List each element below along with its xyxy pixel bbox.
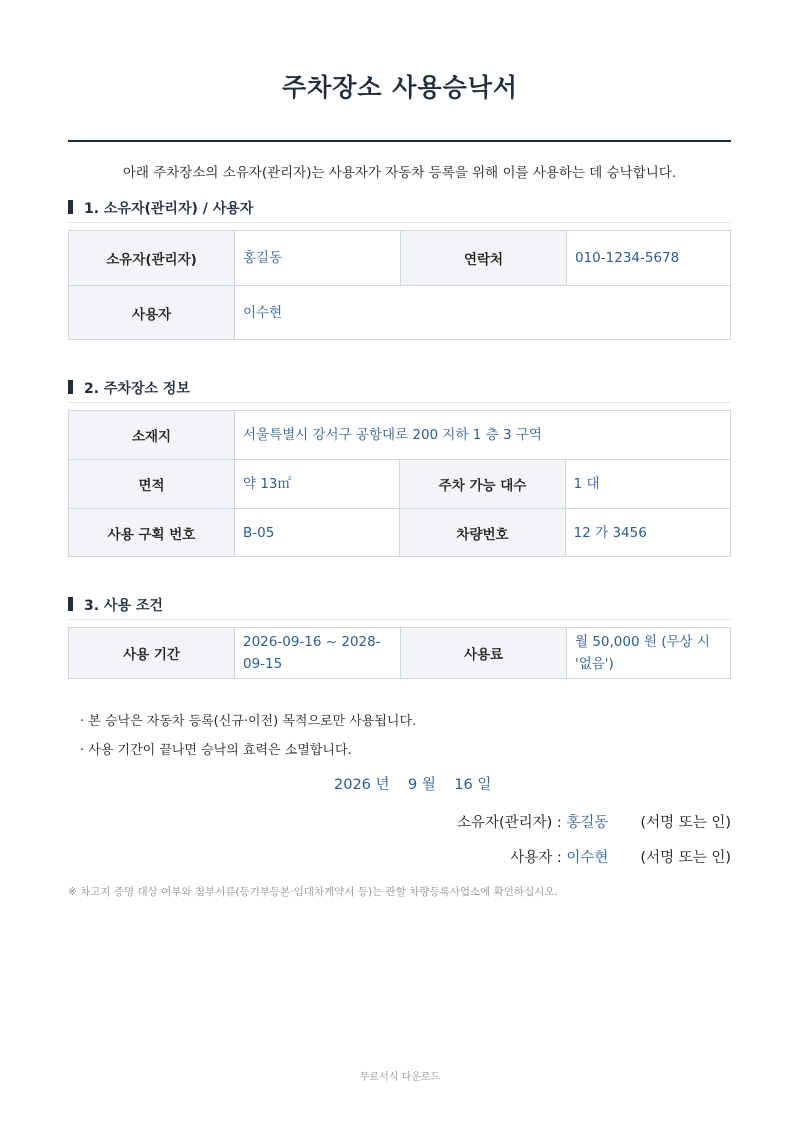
owner-value: 홍길동 [235,231,401,286]
parking-table [68,410,731,557]
date-day-unit: 일 [477,777,492,793]
area-label: 면적 [69,460,235,509]
user-label: 사용자 [69,286,235,340]
section-heading-text: 2. 주차장소 정보 [84,381,190,397]
note-item: · 본 승낙은 자동차 등록(신규·이전) 목적으로만 사용됩니다. [80,714,417,729]
title-divider [68,140,731,142]
date-year: 2026 [334,777,371,793]
date-day: 16 [454,777,473,793]
fee-label: 사용료 [401,628,567,679]
intro-text: 아래 주차장소의 소유자(관리자)는 사용자가 자동차 등록을 위해 이를 사용하는 데 승낙합니다. [122,165,677,181]
slot-value: B-05 [235,509,400,557]
section-marker [68,597,73,611]
date-month: 9 [407,777,418,793]
section-marker [68,380,73,394]
section-marker [68,200,73,214]
user-signature-name: 이수현 [566,850,609,866]
owner-signature-mark: (서명 또는 인) [640,815,731,831]
owner-signature-label: 소유자(관리자) : [456,815,567,831]
location-value: 서울특별시 강서구 공항대로 200 지하 1 층 3 구역 [235,411,731,460]
footnote: ※ 차고지 증명 대상 여부와 첨부서류(등기부등본·임대차계약서 등)는 관할 차량등록사업소에 확인하십시오. [68,886,558,898]
date-month-unit: 월 [421,777,436,793]
owner-signature-name: 홍길동 [566,815,609,831]
user-signature-line [510,846,731,867]
plate-value: 12 가 3456 [565,509,730,557]
user-value: 이수현 [235,286,731,340]
contact-label: 연락처 [401,231,567,286]
user-signature-label: 사용자 : [510,850,567,866]
date-year-unit: 년 [375,777,390,793]
contact-value: 010-1234-5678 [567,231,731,286]
period-value: 2026-09-16 ~ 2028-09-15 [235,628,401,679]
section-heading-terms [68,595,731,620]
section-heading-text: 3. 사용 조건 [84,598,163,614]
user-signature-mark: (서명 또는 인) [640,850,731,866]
footer-link[interactable]: 무료서식 다운로드 [359,1072,441,1083]
period-label: 사용 기간 [69,628,235,679]
owner-signature-line [457,811,731,832]
slot-label: 사용 구획 번호 [69,509,235,557]
note-item: · 사용 기간이 끝나면 승낙의 효력은 소멸합니다. [80,743,352,758]
terms-table [68,627,731,679]
capacity-value: 1 대 [565,460,730,509]
capacity-label: 주차 가능 대수 [400,460,565,509]
signing-date [334,773,491,794]
location-label: 소재지 [69,411,235,460]
section-heading-text: 1. 소유자(관리자) / 사용자 [84,201,254,217]
area-value: 약 13㎡ [235,460,400,509]
section-heading-parking [68,378,731,403]
plate-label: 차량번호 [400,509,565,557]
parties-table [68,230,731,340]
document-title: 주차장소 사용승낙서 [281,73,519,102]
fee-value: 월 50,000 원 (무상 시 '없음') [567,628,731,679]
owner-label: 소유자(관리자) [69,231,235,286]
section-heading-parties [68,198,731,223]
